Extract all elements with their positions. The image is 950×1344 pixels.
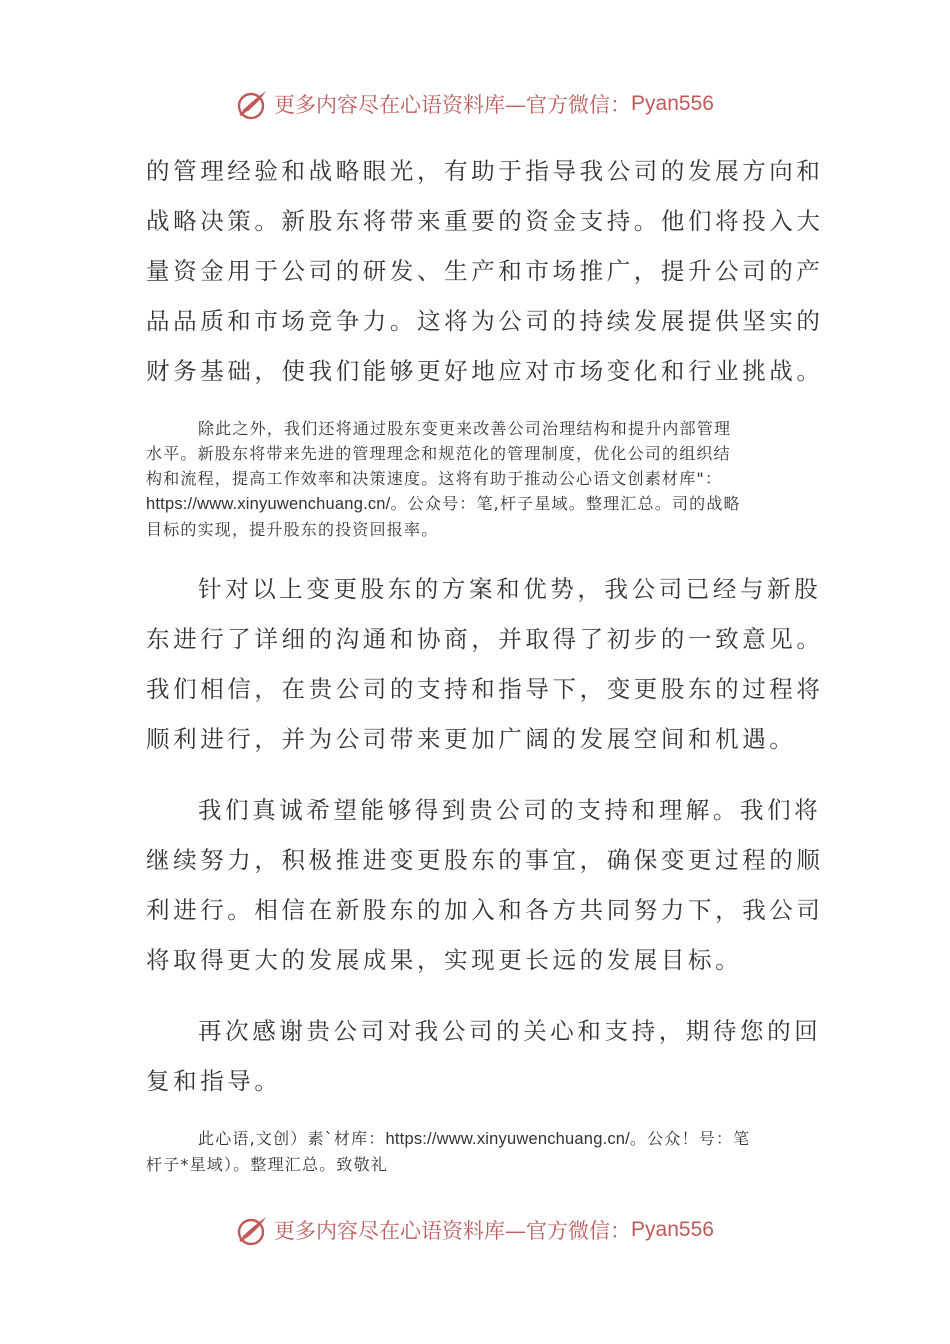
footer-banner [0,1210,950,1250]
text-fragment: 。公众号：笔,杆子星域。整理汇总。司的战略 [390,494,741,513]
paragraph-5 [146,1006,822,1106]
text-line: 继续努力，积极推进变更股东的事宜，确保变更过程的顺 [146,846,824,874]
text-line: 水平。新股东将带来先进的管理理念和规范化的管理制度，优化公司的组织结 [146,444,731,463]
text-fragment: 此心语,文创）素`材库： [198,1129,386,1148]
header-banner-wechat-id: Pyan556 [631,92,714,115]
header-banner [0,84,950,124]
url-link[interactable]: https://www.xinyuwenchuang.cn/ [146,495,391,513]
paragraph-4 [146,785,824,985]
text-line: 再次感谢贵公司对我公司的关心和支持，期待您的回 [198,1017,822,1045]
text-line: 品品质和市场竞争力。这将为公司的持续发展提供坚实的 [146,307,824,335]
text-line [146,1126,806,1152]
header-banner-text: 更多内容尽在心语资料库—官方微信： [274,93,632,117]
footer-banner-text: 更多内容尽在心语资料库—官方微信： [274,1219,632,1243]
text-line: 除此之外，我们还将通过股东变更来改善公司治理结构和提升内部管理 [198,419,732,438]
text-fragment: 。公众！号：笔 [629,1129,751,1148]
text-line: 东进行了详细的沟通和协商，并取得了初步的一致意见。 [146,625,824,653]
text-line: 杆子*星域）。整理汇总。致敬礼 [146,1155,389,1174]
text-line: 针对以上变更股东的方案和优势，我公司已经与新股 [198,575,822,603]
text-line: 构和流程，提高工作效率和决策速度。这将有助于推动公心语文创素材库"： [146,469,723,488]
quill-pen-logo-icon [236,1213,270,1247]
footer-banner-wechat-id: Pyan556 [631,1218,714,1241]
text-line: 顺利进行，并为公司带来更加广阔的发展空间和机遇。 [146,725,797,753]
paragraph-6 [146,1126,806,1177]
paragraph-1 [146,146,824,396]
paragraph-2 [146,416,806,542]
text-line: 量资金用于公司的研发、生产和市场推广，提升公司的产 [146,257,824,285]
text-line [146,491,806,517]
text-line: 我们相信，在贵公司的支持和指导下，变更股东的过程将 [146,675,824,703]
text-line: 复和指导。 [146,1067,282,1095]
paragraph-3 [146,564,824,764]
text-line: 财务基础，使我们能够更好地应对市场变化和行业挑战。 [146,357,824,385]
text-line: 目标的实现，提升股东的投资回报率。 [146,520,439,539]
text-line: 将取得更大的发展成果，实现更长远的发展目标。 [146,946,743,974]
quill-pen-logo-icon [236,87,270,121]
text-line: 的管理经验和战略眼光，有助于指导我公司的发展方向和 [146,157,824,185]
text-line: 我们真诚希望能够得到贵公司的支持和理解。我们将 [198,796,822,824]
text-line: 利进行。相信在新股东的加入和各方共同努力下，我公司 [146,896,824,924]
url-link[interactable]: https://www.xinyuwenchuang.cn/ [385,1130,630,1148]
text-line: 战略决策。新股东将带来重要的资金支持。他们将投入大 [146,207,824,235]
